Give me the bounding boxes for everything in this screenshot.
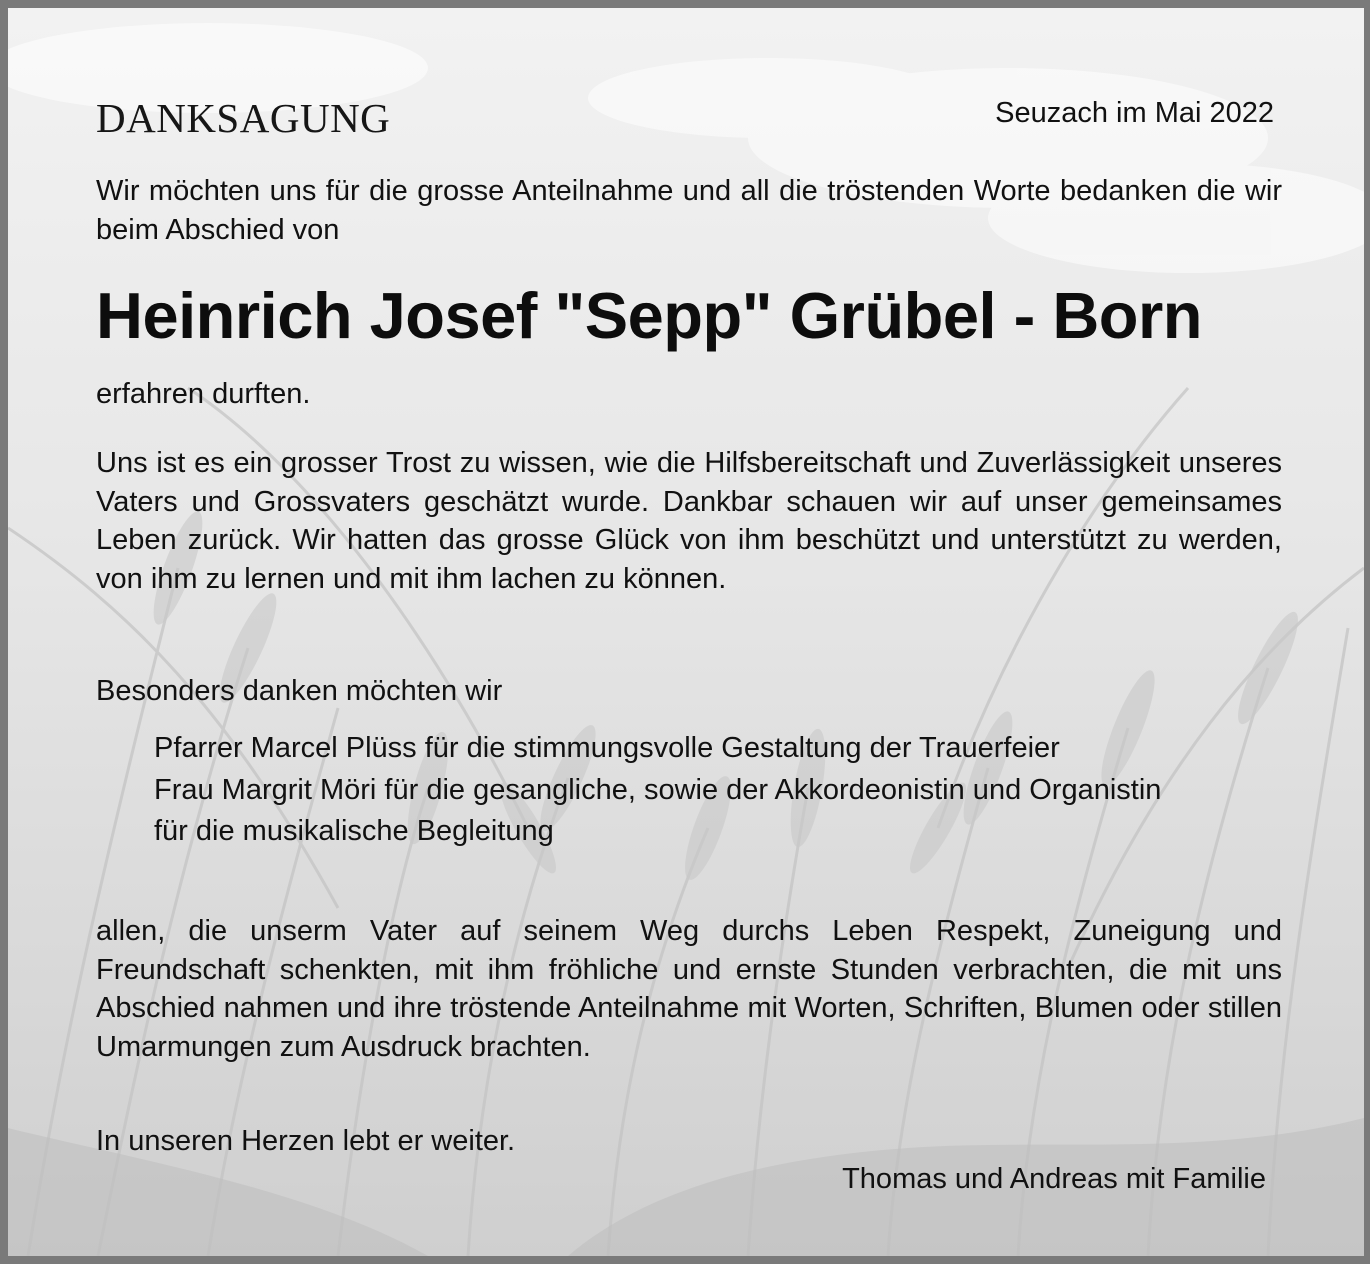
special-thanks-intro: Besonders danken möchten wir bbox=[96, 675, 503, 707]
thanks-all-paragraph: allen, die unserm Vater auf seinem Weg durchs Leben Respekt, Zuneigung und Freundschaft schenkten, mit ihm fröhliche und ernste Stunden verbrachten, die mit uns Abschied nahmen und ihre tröstende Anteilnahme mit Worten, Schriften, Blumen oder stillen Umarmungen zum Ausdruck brachten. bbox=[96, 915, 1282, 1063]
thanks-item-pastor: Pfarrer Marcel Plüss für die stimmungsvolle Gestaltung der Trauerfeier bbox=[154, 732, 1060, 764]
notice-content bbox=[8, 8, 1364, 1256]
comfort-paragraph: Uns ist es ein grosser Trost zu wissen, wie die Hilfsbereitschaft und Zuverlässigkeit unseres Vaters und Grossvaters geschätzt wurde. Dankbar schauen wir auf unser gemeinsames Leben zurück. Wir hatten das grosse Glück von ihm beschützt und unterstützt zu werden, von ihm zu lernen und mit ihm lachen zu können. bbox=[96, 447, 1282, 595]
thanks-item-music: für die musikalische Begleitung bbox=[154, 815, 554, 847]
place-and-date: Seuzach im Mai 2022 bbox=[995, 97, 1274, 129]
intro-paragraph: Wir möchten uns für die grosse Anteilnahme und all die tröstenden Worte bedanken die wir beim Abschied von bbox=[96, 175, 1282, 246]
learned-line: erfahren durften. bbox=[96, 378, 311, 410]
deceased-name: Heinrich Josef "Sepp" Grübel - Born bbox=[96, 279, 1202, 352]
special-thanks-list bbox=[154, 728, 1284, 853]
notice-heading: DANKSAGUNG bbox=[96, 95, 391, 141]
thanks-item-singer: Frau Margrit Möri für die gesangliche, sowie der Akkordeonistin und Organistin bbox=[154, 773, 1162, 806]
closing-line: In unseren Herzen lebt er weiter. bbox=[96, 1125, 516, 1157]
signature: Thomas und Andreas mit Familie bbox=[842, 1163, 1266, 1195]
